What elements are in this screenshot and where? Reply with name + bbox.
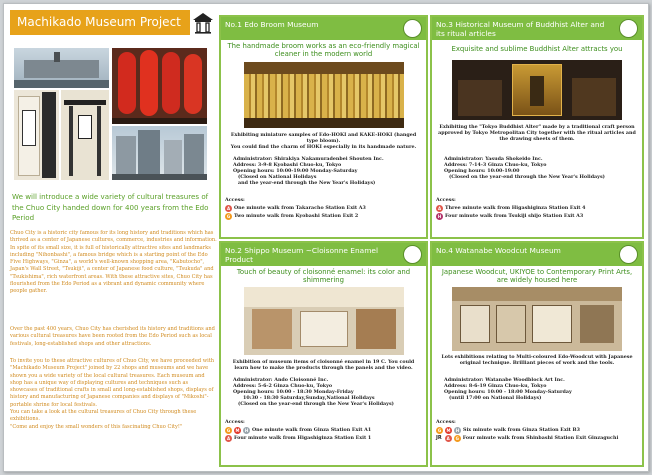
subway-line-g-icon: G xyxy=(437,427,442,433)
intro-lead: We will introduce a wide variety of cultural treasures of the Chuo City handed down for 400 years from the Edo Period xyxy=(12,192,209,222)
subway-line-g-icon: G xyxy=(226,213,231,219)
subway-line-h-icon: H xyxy=(244,427,249,433)
panel-title: No.3 Historical Museum of Buddhist Alter and its ritual articles xyxy=(436,20,605,38)
panel-description: Lots exhibitions relating to Multi-coloured Edo-Woodcut with Japanese original technique. Brilliant pieces of work and the tools. xyxy=(441,354,633,367)
brochure-page xyxy=(3,3,649,472)
panel-subtitle: Japanese Woodcut, UKIYOE to Contemporary Print Arts, are widely housed here xyxy=(441,268,633,285)
intro-paragraph-1: Chuo City is a historic city famous for its long history and traditions which has thrived as a center of Japanese cultures, commerce, industries and information. In spite of its small size, it is full of historically attractive sites and landmarks including "Nihonbashi", a famous bridge which is a starting point of the Edo Five Highways, "Ginza", a world's well-known shopping area, "Kabutocho", Japan's Wall Street, "Tsukiji", a center of Japanese food culture, "Tsukuda" and "Tsukishima", rich waterfront areas. With these attractive sites, Chuo City has flourished from the Edo Period as a vibrant and dynamic community where people gather. xyxy=(10,230,217,295)
intro-paragraph-2: Over the past 400 years, Chuo City has cherished its history and traditions and various cultural treasures have been rooted from the Edo Period such as local festivals, long-established shops and other attractions. xyxy=(10,326,215,347)
access-row xyxy=(436,205,638,212)
access-label: Access: xyxy=(225,197,245,203)
access-text: One minute walk from Ginza Station Exit A1 xyxy=(252,426,372,433)
photo-brooms xyxy=(244,62,404,128)
access-text: Four minute walk from Tsukiji shijo Station Exit A3 xyxy=(445,212,584,219)
photo-woodcut-gallery xyxy=(452,287,622,351)
photo-shippo-showroom xyxy=(244,287,404,355)
access-label: Access: xyxy=(436,419,456,425)
panel-info: Administrator: Shirakiya Nakamuradenbei Shouten Inc. Address: 3-9-8 Kyobashi Chuo-ku, Tokyo Opening hours: 10:00-19:00 Monday-Saturday (Closed on National Holidays and the year-end through the New Year's Holidays) xyxy=(233,156,384,187)
photo-shop-street xyxy=(14,90,59,180)
panel-header xyxy=(221,243,426,266)
subway-line-a-icon: A xyxy=(226,205,231,211)
museum-badge-icon xyxy=(619,245,638,264)
panel-watanabe-woodcut-museum xyxy=(430,241,644,467)
subway-line-g-icon: G xyxy=(455,435,459,441)
access-text: Four minute walk from Higashiginza Station Exit 1 xyxy=(234,434,372,441)
subway-line-a-icon: A xyxy=(446,435,450,441)
panel-edo-broom-museum xyxy=(219,15,428,239)
photo-city-crossing xyxy=(112,126,207,180)
subway-line-m-icon: M xyxy=(235,427,240,433)
subway-line-a-icon: A xyxy=(226,435,231,441)
museum-badge-icon xyxy=(619,19,638,38)
jr-line-icon: JR xyxy=(436,434,442,441)
access-row xyxy=(436,213,638,220)
access-row xyxy=(225,435,422,442)
access-row xyxy=(225,205,422,212)
photo-buddhist-alter xyxy=(452,60,622,120)
access-text: Three minute walk from Higashiginza Station Exit 4 xyxy=(445,204,586,211)
panel-info: Administrator: Ando Cloisonné Inc. Address: 5-6-2 Ginza Chuo-ku, Tokyo Opening hours: 10:00 - 18:30 Monday-Friday 10:30 - 18:30 Saturday,Sunday,National Holidays (Closed on the year-end through the New Year's Holidays) xyxy=(233,377,394,408)
access-text: One minute walk from Takaracho Station Exit A3 xyxy=(234,204,366,211)
photo-torii xyxy=(61,90,109,180)
panel-info: Administrator: Yasuda Shokeido Inc. Address: 7-14-3 Ginza Chuo-ku, Tokyo Opening hours: 10:00-19:00 (Closed on the year-end through the New Year's Holidays) xyxy=(444,156,605,181)
panel-subtitle: The handmade broom works as an eco-friendly magical cleaner in the modern world xyxy=(227,42,420,59)
panel-title: No.1 Edo Broom Museum xyxy=(225,20,319,29)
panel-description: Exhibition of museum items of cloisonné enamel in 19 C. You could learn how to make the products through the panels and the video. xyxy=(232,359,415,372)
museum-badge-icon xyxy=(403,245,422,264)
access-text: Four minute walk from Shinbashi Station Exit Ginzaguchi xyxy=(462,434,619,441)
panel-access xyxy=(436,419,638,442)
subway-line-a-icon: A xyxy=(437,205,442,211)
panel-subtitle: Touch of beauty of cloisonné enamel: its color and shimmering xyxy=(236,268,411,285)
panel-access xyxy=(436,197,638,220)
panel-header xyxy=(432,243,642,266)
panel-header xyxy=(432,17,642,40)
subway-line-h-icon: H xyxy=(455,427,460,433)
access-row xyxy=(225,427,422,434)
photo-bridge xyxy=(14,48,109,88)
intro-paragraph-3: To invite you to these attractive cultures of Chuo City, we have proceeded with "Machikado Museum Project" joined by 22 shops and museums and we have shown you a wide variety of the local cultural treasures. Each museum and shop has a unique way of displaying cultures and techniques such as showcases of traditional crafts in small and long-established shops, displays of history and manufacturing of Japanese companies and displays of "Mikoshi"- portable shrine for local festivals. You can take a look at the cultural treasures of Chuo City through these exhibitions. "Come and enjoy the small wonders of this fascinating Chuo City!" xyxy=(10,358,215,430)
access-row xyxy=(225,213,422,220)
subway-line-g-icon: G xyxy=(226,427,231,433)
museum-roof-icon xyxy=(191,11,215,35)
access-text: Two minute walk from Kyobashi Station Exit 2 xyxy=(234,212,359,219)
panel-access xyxy=(225,197,422,220)
panel-description: Exhibiting miniature samples of Edo-HOKI and KAKE-HOKI (hanged type bloom). You could find the charm of HOKI especially in its handmade nature. xyxy=(230,132,417,151)
access-row xyxy=(436,427,638,434)
panel-description: Exhibiting the "Tokyo Buddhist Alter" made by a traditional craft person approved by Tokyo Metropolitan City together with the ritual articles and the drawing sheets of them. xyxy=(438,124,636,143)
subway-line-m-icon: M xyxy=(446,427,451,433)
museum-badge-icon xyxy=(403,19,422,38)
intro-column xyxy=(4,4,219,472)
project-title: Machikado Museum Project xyxy=(10,10,190,35)
panel-access xyxy=(225,419,422,442)
panel-subtitle: Exquisite and sublime Buddhist Alter attracts you xyxy=(451,45,623,53)
panel-title: No.4 Watanabe Woodcut Museum xyxy=(436,246,561,255)
photo-red-lanterns xyxy=(112,48,207,124)
panel-shippo-museum xyxy=(219,241,428,467)
subway-line-h-icon: H xyxy=(437,213,442,219)
panel-info: Administrator: Watanabe Woodblock Art Inc. Address: 8-6-19 Ginza Chuo-ku, Tokyo Opening hours: 10:00 - 18:00 Monday-Saturday (until 17:00 on National Holidays) xyxy=(444,377,572,402)
access-label: Access: xyxy=(436,197,456,203)
panel-header xyxy=(221,17,426,40)
access-label: Access: xyxy=(225,419,245,425)
panel-buddhist-alter-museum xyxy=(430,15,644,239)
access-row xyxy=(436,435,638,442)
access-text: Six minute walk from Ginza Station Exit B3 xyxy=(463,426,580,433)
panel-title: No.2 Shippo Museum ~Cloisonne Enamel Product xyxy=(225,246,378,264)
